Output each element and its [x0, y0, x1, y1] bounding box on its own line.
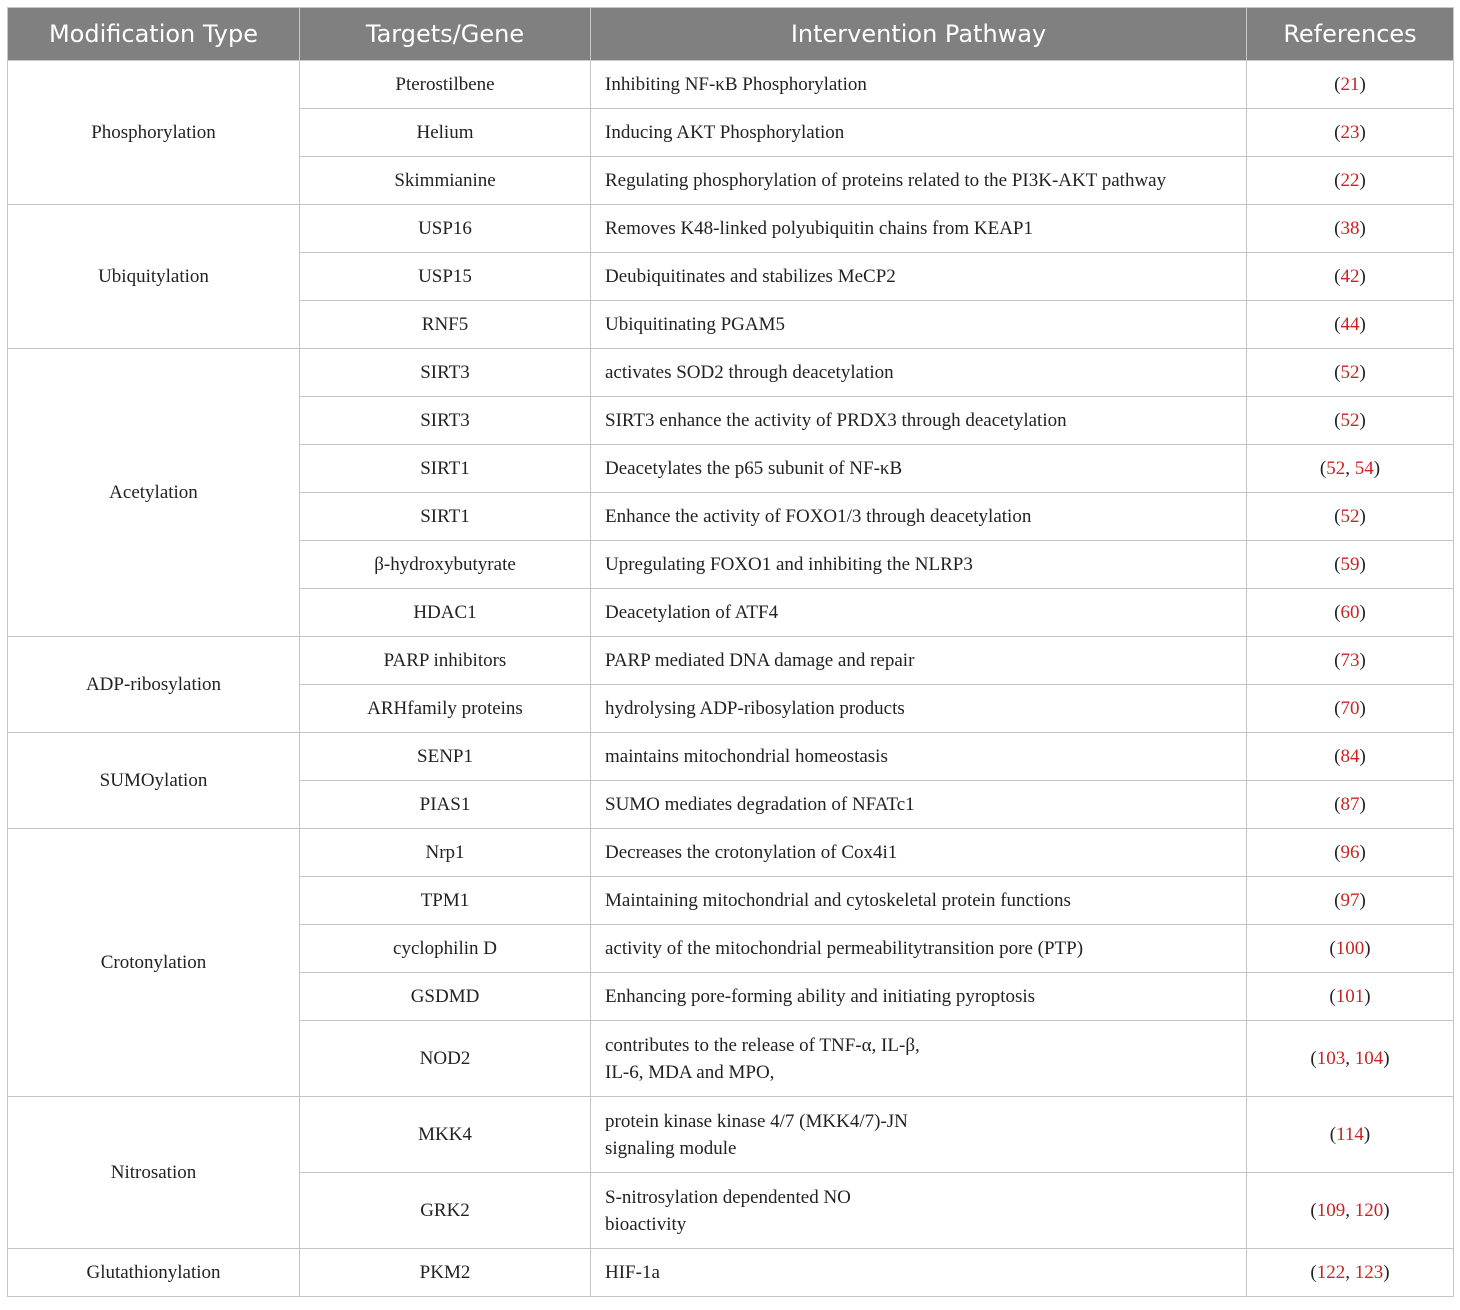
reference-link[interactable]: 120: [1354, 1200, 1384, 1221]
table-row: [8, 637, 1454, 685]
pathway-text: Removes K48-linked polyubiquitin chains from KEAP1: [605, 218, 1033, 239]
pathway-text: maintains mitochondrial homeostasis: [605, 746, 888, 767]
reference-link[interactable]: 38: [1340, 218, 1360, 239]
pathway-text: Deubiquitinates and stabilizes MeCP2: [605, 266, 896, 287]
reference-link[interactable]: 100: [1335, 938, 1365, 959]
reference-link[interactable]: 103: [1316, 1048, 1346, 1069]
intervention-pathway-cell: [591, 349, 1247, 397]
reference-link[interactable]: 52: [1340, 362, 1360, 383]
references-cell: (52): [1247, 493, 1454, 541]
target-gene-cell: HDAC1: [300, 589, 591, 637]
intervention-pathway-cell: [591, 397, 1247, 445]
target-gene-cell: PARP inhibitors: [300, 637, 591, 685]
references-cell: (73): [1247, 637, 1454, 685]
target-gene-cell: TPM1: [300, 877, 591, 925]
table-row: [8, 829, 1454, 877]
table-row: [8, 1249, 1454, 1297]
pathway-text: Enhancing pore-forming ability and initiating pyroptosis: [605, 986, 1036, 1007]
intervention-pathway-cell: [591, 973, 1247, 1021]
references-cell: (60): [1247, 589, 1454, 637]
target-gene-cell: SIRT3: [300, 397, 591, 445]
pathway-text: Maintaining mitochondrial and cytoskeletal protein functions: [605, 890, 1071, 911]
reference-link[interactable]: 23: [1340, 122, 1360, 143]
intervention-pathway-cell: [591, 1097, 1247, 1173]
intervention-pathway-cell: [591, 637, 1247, 685]
reference-link[interactable]: 70: [1340, 698, 1360, 719]
reference-link[interactable]: 97: [1340, 890, 1360, 911]
table-header-row: [8, 8, 1454, 61]
intervention-pathway-cell: [591, 589, 1247, 637]
pathway-text: Enhance the activity of FOXO1/3 through deacetylation: [605, 506, 1032, 527]
header-targets-gene: Targets/Gene: [300, 8, 591, 61]
pathway-text: hydrolysing ADP-ribosylation products: [605, 698, 905, 719]
references-cell: (52, 54): [1247, 445, 1454, 493]
table-body: [8, 61, 1454, 1297]
pathway-text: activates SOD2 through deacetylation: [605, 362, 894, 383]
table-row: [8, 61, 1454, 109]
modification-type-cell: Crotonylation: [8, 829, 300, 1097]
target-gene-cell: ARHfamily proteins: [300, 685, 591, 733]
references-cell: (44): [1247, 301, 1454, 349]
reference-link[interactable]: 101: [1335, 986, 1365, 1007]
target-gene-cell: GSDMD: [300, 973, 591, 1021]
table-row: [8, 1097, 1454, 1173]
intervention-pathway-cell: [591, 541, 1247, 589]
references-cell: (42): [1247, 253, 1454, 301]
target-gene-cell: SIRT1: [300, 493, 591, 541]
pathway-text: IL-6, MDA and MPO,: [605, 1061, 775, 1083]
target-gene-cell: Helium: [300, 109, 591, 157]
intervention-pathway-cell: [591, 253, 1247, 301]
pathway-text: Inducing AKT Phosphorylation: [605, 122, 845, 143]
reference-link[interactable]: 52: [1340, 506, 1360, 527]
modification-table: [7, 7, 1454, 1297]
references-cell: (97): [1247, 877, 1454, 925]
pathway-text: contributes to the release of TNF-α, IL-β,: [605, 1034, 920, 1056]
intervention-pathway-cell: [591, 493, 1247, 541]
pathway-text: S-nitrosylation dependented NO: [605, 1186, 851, 1208]
header-modification-type: Modification Type: [8, 8, 300, 61]
reference-link[interactable]: 44: [1340, 314, 1360, 335]
intervention-pathway-cell: [591, 157, 1247, 205]
intervention-pathway-cell: [591, 445, 1247, 493]
target-gene-cell: β-hydroxybutyrate: [300, 541, 591, 589]
references-cell: (122, 123): [1247, 1249, 1454, 1297]
references-cell: (114): [1247, 1097, 1454, 1173]
references-cell: (109, 120): [1247, 1173, 1454, 1249]
pathway-text: Inhibiting NF-κB Phosphorylation: [605, 74, 867, 95]
table-row: [8, 205, 1454, 253]
target-gene-cell: PIAS1: [300, 781, 591, 829]
table-row: [8, 349, 1454, 397]
table-row: [8, 733, 1454, 781]
target-gene-cell: PKM2: [300, 1249, 591, 1297]
intervention-pathway-cell: [591, 1021, 1247, 1097]
reference-link[interactable]: 87: [1340, 794, 1360, 815]
target-gene-cell: Nrp1: [300, 829, 591, 877]
reference-link[interactable]: 52: [1326, 458, 1346, 479]
references-cell: (52): [1247, 397, 1454, 445]
pathway-text: Decreases the crotonylation of Cox4i1: [605, 842, 898, 863]
modification-type-cell: Phosphorylation: [8, 61, 300, 205]
intervention-pathway-cell: [591, 877, 1247, 925]
references-cell: (23): [1247, 109, 1454, 157]
modification-table-container: [7, 7, 1453, 1297]
pathway-text: signaling module: [605, 1137, 737, 1159]
references-cell: (84): [1247, 733, 1454, 781]
target-gene-cell: USP16: [300, 205, 591, 253]
pathway-text: SIRT3 enhance the activity of PRDX3 through deacetylation: [605, 410, 1067, 431]
pathway-text: Ubiquitinating PGAM5: [605, 314, 785, 335]
reference-link[interactable]: 54: [1354, 458, 1374, 479]
reference-link[interactable]: 60: [1340, 602, 1360, 623]
target-gene-cell: GRK2: [300, 1173, 591, 1249]
reference-link[interactable]: 123: [1354, 1262, 1384, 1283]
target-gene-cell: USP15: [300, 253, 591, 301]
target-gene-cell: Skimmianine: [300, 157, 591, 205]
reference-link[interactable]: 104: [1354, 1048, 1384, 1069]
modification-type-cell: Nitrosation: [8, 1097, 300, 1249]
pathway-text: activity of the mitochondrial permeabilitytransition pore (PTP): [605, 938, 1084, 959]
intervention-pathway-cell: [591, 205, 1247, 253]
reference-link[interactable]: 59: [1340, 554, 1360, 575]
target-gene-cell: RNF5: [300, 301, 591, 349]
target-gene-cell: Pterostilbene: [300, 61, 591, 109]
references-cell: (100): [1247, 925, 1454, 973]
references-cell: (101): [1247, 973, 1454, 1021]
modification-type-cell: Acetylation: [8, 349, 300, 637]
modification-type-cell: Glutathionylation: [8, 1249, 300, 1297]
pathway-text: HIF-1a: [605, 1262, 660, 1283]
modification-type-cell: Ubiquitylation: [8, 205, 300, 349]
pathway-text: PARP mediated DNA damage and repair: [605, 650, 915, 671]
references-cell: (96): [1247, 829, 1454, 877]
pathway-text: Deacetylates the p65 subunit of NF-κB: [605, 458, 903, 479]
references-cell: (59): [1247, 541, 1454, 589]
references-cell: (52): [1247, 349, 1454, 397]
intervention-pathway-cell: [591, 301, 1247, 349]
modification-type-cell: ADP-ribosylation: [8, 637, 300, 733]
intervention-pathway-cell: [591, 61, 1247, 109]
intervention-pathway-cell: [591, 781, 1247, 829]
references-cell: (70): [1247, 685, 1454, 733]
references-cell: (103, 104): [1247, 1021, 1454, 1097]
target-gene-cell: MKK4: [300, 1097, 591, 1173]
header-references: References: [1247, 8, 1454, 61]
reference-link[interactable]: 52: [1340, 410, 1360, 431]
intervention-pathway-cell: [591, 1173, 1247, 1249]
pathway-text: SUMO mediates degradation of NFATc1: [605, 794, 915, 815]
intervention-pathway-cell: [591, 1249, 1247, 1297]
pathway-text: Deacetylation of ATF4: [605, 602, 779, 623]
references-cell: (87): [1247, 781, 1454, 829]
target-gene-cell: SIRT1: [300, 445, 591, 493]
target-gene-cell: SENP1: [300, 733, 591, 781]
reference-link[interactable]: 96: [1340, 842, 1360, 863]
intervention-pathway-cell: [591, 925, 1247, 973]
intervention-pathway-cell: [591, 733, 1247, 781]
references-cell: (22): [1247, 157, 1454, 205]
target-gene-cell: NOD2: [300, 1021, 591, 1097]
pathway-text: Upregulating FOXO1 and inhibiting the NLRP3: [605, 554, 973, 575]
reference-link[interactable]: 73: [1340, 650, 1360, 671]
references-cell: (21): [1247, 61, 1454, 109]
reference-link[interactable]: 21: [1340, 74, 1360, 95]
header-intervention-pathway: Intervention Pathway: [591, 8, 1247, 61]
intervention-pathway-cell: [591, 685, 1247, 733]
reference-link[interactable]: 22: [1340, 170, 1360, 191]
pathway-text: bioactivity: [605, 1213, 687, 1235]
reference-link[interactable]: 122: [1316, 1262, 1346, 1283]
reference-link[interactable]: 109: [1316, 1200, 1346, 1221]
reference-link[interactable]: 42: [1340, 266, 1360, 287]
modification-type-cell: SUMOylation: [8, 733, 300, 829]
reference-link[interactable]: 114: [1336, 1124, 1364, 1145]
intervention-pathway-cell: [591, 109, 1247, 157]
pathway-text: protein kinase kinase 4/7 (MKK4/7)-JN: [605, 1110, 908, 1132]
intervention-pathway-cell: [591, 829, 1247, 877]
pathway-text: Regulating phosphorylation of proteins related to the PI3K-AKT pathway: [605, 170, 1167, 191]
references-cell: (38): [1247, 205, 1454, 253]
target-gene-cell: cyclophilin D: [300, 925, 591, 973]
target-gene-cell: SIRT3: [300, 349, 591, 397]
reference-link[interactable]: 84: [1340, 746, 1360, 767]
